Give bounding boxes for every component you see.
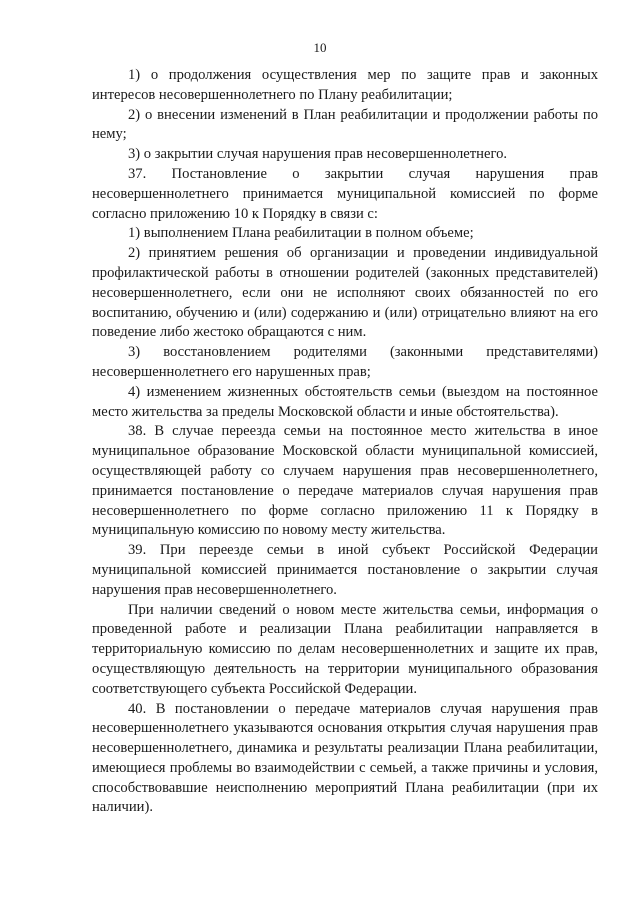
paragraph-37-item-2: 2) принятием решения об организации и проведении индивидуальной профилактической работы в отношении родителей (законных представителей) несовершеннолетнего, если они не исполняют своих обязанностей по его воспитанию, обучению и (или) содержанию и (или) отрицательно влияют на его поведение либо жестоко обращаются с ним. [92,245,598,341]
paragraph-item-1: 1) о продолжения осуществления мер по защите прав и законных интересов несовершеннолетнего по Плану реабилитации; [92,67,598,103]
paragraph-item-3: 3) о закрытии случая нарушения прав несовершеннолетнего. [128,146,508,163]
paragraph-37-item-4: 4) изменением жизненных обстоятельств семьи (выездом на постоянное место жительства за пределы Московской области и иные обстоятельства). [92,383,598,420]
paragraph-item-2: 2) о внесении изменений в План реабилитации и продолжении работы по нему; [92,106,598,143]
paragraph-38: 38. В случае переезда семьи на постоянное место жительства в иное муниципальное образование Московской области муниципальной комиссией, осуществляющей работу со случаем нарушения прав несовершеннолетнего, принимается постановление о передаче материалов случая нарушения прав несовершеннолетнего по форме согласно приложению 11 к Порядку в муниципальную комиссию по новому месту жительства. [92,423,598,539]
page-number: 10 [313,40,327,55]
paragraph-39: 39. При переезде семьи в иной субъект Российской Федерации муниципальной комиссией принимается постановление о закрытии случая нарушения прав несовершеннолетнего. [92,542,598,598]
paragraph-39-continued: При наличии сведений о новом месте жительства семьи, информация о проведенной работе и реализации Плана реабилитации направляется в территориальную комиссию по делам несовершеннолетних и защите их прав, осуществляющую деятельность на территории муниципального образования соответствующего субъекта Российской Федерации. [92,601,598,697]
paragraph-37-item-1: 1) выполнением Плана реабилитации в полном объеме; [128,225,474,242]
paragraph-40: 40. В постановлении о передаче материалов случая нарушения прав несовершеннолетнего указываются основания открытия случая нарушения прав несовершеннолетнего, динамика и результаты реализации Плана реабилитации, имеющиеся проблемы во взаимодействии с семьей, а также причины и условия, способствовавшие неисполнению мероприятий Плана реабилитации (при их наличии). [92,700,598,816]
paragraph-37: 37. Постановление о закрытии случая нарушения прав несовершеннолетнего принимается муниципальной комиссией по форме согласно приложению 10 к Порядку в связи с: [92,165,598,222]
document-body [92,66,598,818]
paragraph-37-item-3: 3) восстановлением родителями (законными представителями) несовершеннолетнего его нарушенных прав; [92,344,598,380]
